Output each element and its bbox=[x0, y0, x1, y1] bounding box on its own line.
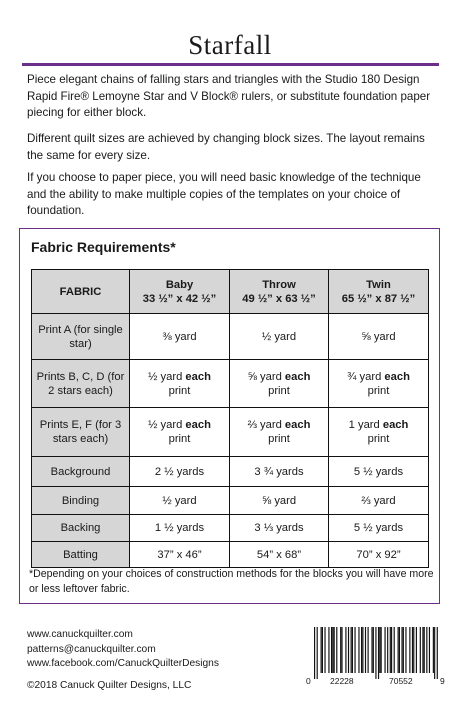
table-cell bbox=[130, 542, 230, 568]
cell-each-emphasis: each bbox=[284, 419, 311, 431]
table-cell bbox=[329, 515, 429, 542]
table-cell bbox=[230, 542, 329, 568]
cell-quantity: ⅜ yard bbox=[162, 330, 197, 343]
row-label: Binding bbox=[32, 487, 130, 515]
cell-quantity: ½ yard bbox=[148, 419, 183, 431]
table-row bbox=[32, 457, 429, 487]
cell-quantity: ⅔ yard bbox=[247, 419, 282, 431]
barcode-check-digit: 9 bbox=[440, 676, 445, 686]
row-label: Prints B, C, D (for 2 stars each) bbox=[32, 360, 130, 408]
table-cell bbox=[230, 360, 329, 408]
fabric-requirements-box bbox=[19, 228, 440, 604]
table-cell bbox=[130, 515, 230, 542]
table-row bbox=[32, 408, 429, 457]
column-header-twin: Twin 65 ½” x 87 ½” bbox=[329, 270, 429, 314]
cell-suffix: print bbox=[268, 384, 290, 397]
facebook-link[interactable]: www.facebook.com/CanuckQuilterDesigns bbox=[27, 658, 219, 669]
cell-suffix: print bbox=[168, 433, 191, 445]
pattern-title: Starfall bbox=[188, 30, 272, 60]
table-row bbox=[32, 360, 429, 408]
cell-quantity: ⅝ yard bbox=[261, 494, 297, 507]
row-label: Print A (for single star) bbox=[32, 314, 130, 360]
cell-quantity: ⅝ yard bbox=[361, 330, 396, 343]
table-cell bbox=[230, 457, 329, 487]
cell-quantity: ⅔ yard bbox=[361, 494, 396, 507]
table-cell bbox=[329, 542, 429, 568]
cell-suffix: print bbox=[168, 384, 191, 397]
cell-quantity: 1 ½ yards bbox=[154, 522, 205, 534]
cell-suffix: print bbox=[367, 384, 390, 397]
upc-barcode bbox=[314, 627, 438, 679]
cell-quantity: 5 ½ yards bbox=[353, 522, 404, 534]
cell-each-emphasis: each bbox=[384, 370, 410, 383]
cell-quantity: ½ yard bbox=[162, 494, 197, 507]
contact-info bbox=[27, 628, 219, 672]
table-cell bbox=[230, 487, 329, 515]
table-row bbox=[32, 515, 429, 542]
cell-quantity: 2 ½ yards bbox=[154, 465, 205, 478]
title-divider bbox=[22, 63, 439, 66]
row-label: Batting bbox=[32, 542, 130, 568]
row-label: Backing bbox=[32, 515, 130, 542]
email-link[interactable]: patterns@canuckquilter.com bbox=[27, 643, 156, 655]
barcode-lead-digit: 0 bbox=[306, 676, 311, 686]
cell-quantity: 3 ⅓ yards bbox=[254, 522, 304, 534]
cell-each-emphasis: each bbox=[284, 370, 311, 383]
cell-each-emphasis: each bbox=[185, 419, 211, 431]
table-cell bbox=[130, 457, 230, 487]
cell-each-emphasis: each bbox=[185, 370, 211, 383]
cell-each-emphasis: each bbox=[382, 419, 409, 431]
fabric-requirements-heading: Fabric Requirements* bbox=[31, 239, 176, 255]
column-header-throw: Throw 49 ½” x 63 ½” bbox=[230, 270, 329, 314]
cell-quantity: ⅝ yard bbox=[247, 370, 282, 383]
table-cell bbox=[130, 314, 230, 360]
table-cell bbox=[329, 487, 429, 515]
column-header-fabric: FABRIC bbox=[32, 270, 130, 314]
table-cell bbox=[329, 457, 429, 487]
row-label: Background bbox=[32, 457, 130, 487]
table-cell bbox=[329, 408, 429, 457]
cell-quantity: 54” x 68” bbox=[256, 548, 302, 561]
cell-suffix: print bbox=[367, 433, 390, 445]
cell-quantity: ½ yard bbox=[261, 330, 297, 343]
cell-quantity: 5 ½ yards bbox=[353, 465, 404, 478]
website-link[interactable]: www.canuckquilter.com bbox=[27, 629, 133, 640]
row-label: Prints E, F (for 3 stars each) bbox=[32, 408, 130, 457]
table-row bbox=[32, 542, 429, 568]
cell-quantity: 1 yard bbox=[348, 419, 380, 431]
table-cell bbox=[130, 408, 230, 457]
footnote: *Depending on your choices of construction methods for the blocks you will have more or less leftover fabric. bbox=[29, 568, 434, 595]
cell-suffix: print bbox=[268, 433, 290, 445]
barcode-right-digits: 70552 bbox=[389, 676, 413, 686]
cell-quantity: 70” x 92” bbox=[356, 548, 401, 561]
table-cell bbox=[230, 515, 329, 542]
table-cell bbox=[230, 408, 329, 457]
table-cell bbox=[329, 314, 429, 360]
column-header-baby: Baby 33 ½” x 42 ½” bbox=[130, 270, 230, 314]
barcode-left-digits: 22228 bbox=[330, 676, 354, 686]
table-row bbox=[32, 487, 429, 515]
cell-quantity: 3 ¾ yards bbox=[254, 465, 304, 478]
table-header-row bbox=[32, 270, 429, 314]
fabric-requirements-table bbox=[31, 269, 429, 568]
table-cell bbox=[130, 360, 230, 408]
table-cell bbox=[130, 487, 230, 515]
cell-quantity: ½ yard bbox=[148, 370, 183, 383]
table-row bbox=[32, 314, 429, 360]
cell-quantity: ¾ yard bbox=[347, 370, 382, 383]
intro-paragraph-2: Different quilt sizes are achieved by changing block sizes. The layout remains the same for every size. bbox=[27, 132, 425, 162]
copyright-text: ©2018 Canuck Quilter Designs, LLC bbox=[27, 680, 192, 691]
intro-paragraph-3: If you choose to paper piece, you will need basic knowledge of the technique and the ability to make multiple copies of the templates on your choice of foundation. bbox=[27, 171, 421, 217]
cell-quantity: 37” x 46” bbox=[157, 548, 202, 561]
table-cell bbox=[230, 314, 329, 360]
table-cell bbox=[329, 360, 429, 408]
intro-paragraph-1: Piece elegant chains of falling stars and triangles with the Studio 180 Design Rapid Fire® Lemoyne Star and V Block® rulers, or substitute foundation paper piecing for either block. bbox=[27, 73, 431, 119]
